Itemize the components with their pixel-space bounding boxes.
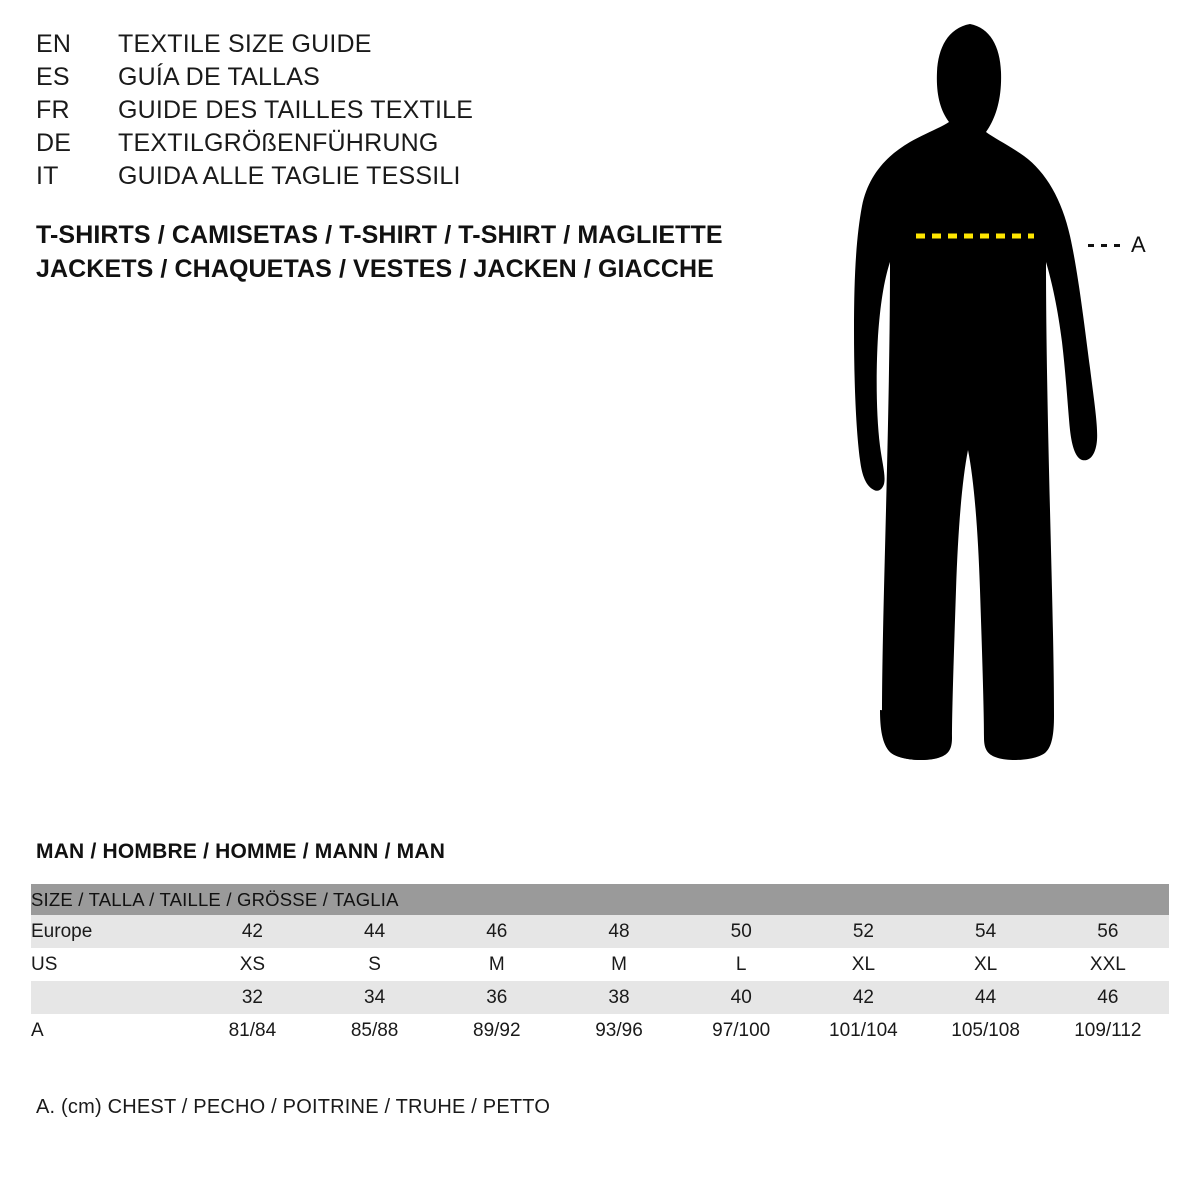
- male-silhouette-figure: [820, 10, 1180, 790]
- language-code: EN: [36, 30, 72, 58]
- table-footnote: A. (cm) CHEST / PECHO / POITRINE / TRUHE / PETTO: [36, 1096, 551, 1118]
- cell: 36: [436, 981, 558, 1014]
- category-jackets: JACKETS / CHAQUETAS / VESTES / JACKEN / GIACCHE: [36, 255, 714, 283]
- cell: XS: [191, 948, 313, 981]
- language-row: [36, 94, 796, 127]
- cell: 93/96: [558, 1014, 680, 1047]
- cell: M: [436, 948, 558, 981]
- garment-categories: [36, 218, 896, 286]
- cell: 105/108: [925, 1014, 1047, 1047]
- row-label: Europe: [31, 915, 191, 948]
- language-row: [36, 61, 796, 94]
- cell: 40: [680, 981, 802, 1014]
- cell: XL: [925, 948, 1047, 981]
- cell: 85/88: [313, 1014, 435, 1047]
- cell: M: [558, 948, 680, 981]
- table-header-row: [31, 884, 1169, 915]
- cell: 46: [436, 915, 558, 948]
- cell: 56: [1047, 915, 1169, 948]
- category-tshirts: T-SHIRTS / CAMISETAS / T-SHIRT / T-SHIRT / MAGLIETTE: [36, 221, 723, 249]
- cell: XL: [802, 948, 924, 981]
- chest-measurement-line: [820, 10, 1180, 790]
- cell: 101/104: [802, 1014, 924, 1047]
- language-title: TEXTILE SIZE GUIDE: [118, 30, 372, 58]
- cell: 34: [313, 981, 435, 1014]
- size-table: [31, 884, 1169, 1047]
- language-code: FR: [36, 96, 70, 124]
- cell: 54: [925, 915, 1047, 948]
- language-title: TEXTILGRÖßENFÜHRUNG: [118, 129, 439, 157]
- cell: 48: [558, 915, 680, 948]
- language-title: GUIDE DES TAILLES TEXTILE: [118, 96, 474, 124]
- cell: S: [313, 948, 435, 981]
- table-row: [31, 948, 1169, 981]
- cell: L: [680, 948, 802, 981]
- language-code: DE: [36, 129, 72, 157]
- table-row: [31, 915, 1169, 948]
- cell: 109/112: [1047, 1014, 1169, 1047]
- row-label: A: [31, 1014, 191, 1047]
- cell: 32: [191, 981, 313, 1014]
- cell: 50: [680, 915, 802, 948]
- cell: XXL: [1047, 948, 1169, 981]
- language-title: GUÍA DE TALLAS: [118, 63, 320, 91]
- language-list: [36, 28, 796, 193]
- language-row: [36, 127, 796, 160]
- row-label: [31, 981, 191, 1014]
- language-title: GUIDA ALLE TAGLIE TESSILI: [118, 162, 461, 190]
- language-row: [36, 28, 796, 61]
- chest-callout-label: A: [1131, 232, 1146, 257]
- cell: 42: [802, 981, 924, 1014]
- cell: 46: [1047, 981, 1169, 1014]
- callout-dash-icon: [1101, 244, 1107, 247]
- row-label: US: [31, 948, 191, 981]
- language-code: IT: [36, 162, 59, 190]
- cell: 42: [191, 915, 313, 948]
- cell: 44: [925, 981, 1047, 1014]
- table-row: [31, 981, 1169, 1014]
- language-code: ES: [36, 63, 70, 91]
- chest-callout: [1088, 232, 1146, 258]
- table-section-title: MAN / HOMBRE / HOMME / MANN / MAN: [36, 840, 446, 863]
- cell: 97/100: [680, 1014, 802, 1047]
- cell: 52: [802, 915, 924, 948]
- cell: 44: [313, 915, 435, 948]
- language-row: [36, 160, 796, 193]
- cell: 89/92: [436, 1014, 558, 1047]
- callout-dash-icon: [1088, 244, 1094, 247]
- cell: 81/84: [191, 1014, 313, 1047]
- cell: 38: [558, 981, 680, 1014]
- table-row: [31, 1014, 1169, 1047]
- callout-dash-icon: [1114, 244, 1120, 247]
- table-header-label: SIZE / TALLA / TAILLE / GRÖSSE / TAGLIA: [31, 884, 1169, 915]
